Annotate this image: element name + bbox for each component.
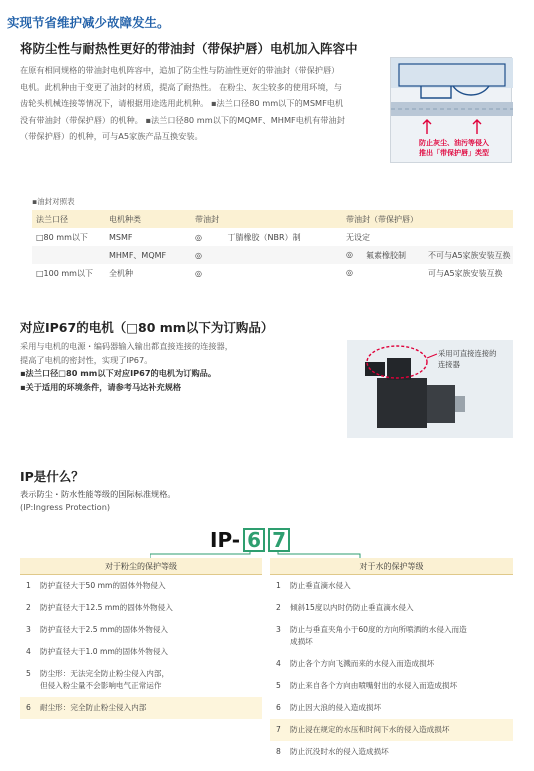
table-cell: 无设定 [346,232,370,242]
table-header-cell: 电机种类 [109,214,141,224]
table-caption: ▪油封对照表 [32,197,75,206]
water-protection-table [270,558,513,763]
table-cell-mark: ◎ [195,250,202,260]
dust-desc: 防护直径大于12.5 mm的固体外物侵入 [40,603,173,612]
dust-row-highlighted [20,697,262,719]
dust-level: 3 [26,625,31,634]
water-row [270,675,513,697]
ip-rating-badge [210,528,290,552]
oil-seal-table [32,210,513,282]
section1-body [20,62,380,145]
table-cell-note: 不可与A5家族安装互换 [428,250,511,260]
table-cell [195,251,346,260]
table-cell [195,269,346,278]
table-cell-material: 氟素橡胶制 [366,250,406,260]
water-level: 7 [276,725,281,734]
oil-seal-caption [411,138,497,158]
dust-row [20,597,262,619]
table-cell: □100 mm以下 [36,268,93,278]
dust-level: 1 [26,581,31,590]
dust-row [20,663,262,697]
table-cell-mark: ◎ [195,232,202,242]
dust-row [20,619,262,641]
water-level: 1 [276,581,281,590]
section1-title: 将防尘性与耐热性更好的带油封（带保护唇）电机加入阵容中 [20,41,358,56]
oil-seal-figure [390,57,512,163]
motor-caption: 采用可直接连接的 连接器 [438,349,497,369]
table-cell-mark: ◎ [346,249,353,259]
table-cell: 全机种 [109,268,133,278]
dust-desc: 防护直径大于1.0 mm的固体外物侵入 [40,647,169,656]
section3-desc-en: (IP:Ingress Protection) [20,502,111,512]
table-header-cell: 带油封（带保护唇） [346,214,418,224]
dust-level: 2 [26,603,31,612]
table-cell-material: 丁腈橡胶（NBR）制 [227,232,301,242]
water-level: 6 [276,703,281,712]
water-desc: 防止沉没时水的侵入造成损坏 [290,747,389,756]
section1-line: 在原有相同规格的带油封电机阵容中，追加了防尘性与防油性更好的带油封（带保护唇） [20,65,340,75]
oil-seal-caption-text: 防止灰尘、油污等侵入 推出「带保护唇」类型 [419,139,489,157]
water-level: 4 [276,659,281,668]
table-cell: MHMF、MQMF [109,250,167,260]
dust-row [20,641,262,663]
water-desc: 防止浸在规定的水压和时间下水的侵入造成损坏 [290,725,450,734]
water-row-highlighted [270,719,513,741]
water-desc: 防止来自各个方向由喷嘴射出的水侵入而造成损坏 [290,681,458,690]
water-table-header: 对于水的保护等级 [270,558,513,575]
water-desc: 防止与垂直夹角小于60度的方向所喷洒的水侵入而造 成损坏 [290,625,467,646]
section3-title: IP是什么？ [20,469,84,484]
table-cell-note: 可与A5家族安装互换 [428,268,503,278]
table-cell: MSMF [109,232,133,242]
water-row [270,575,513,597]
dust-level: 6 [26,703,31,712]
table-cell-mark: ◎ [346,267,353,277]
section3-body [20,488,176,514]
water-desc: 防止垂直滴水侵入 [290,581,351,590]
dust-protection-table [20,558,262,719]
water-level: 2 [276,603,281,612]
table-cell [346,268,513,279]
water-row [270,697,513,719]
table-row [32,246,513,264]
page-top-title: 实现节省维护减少故障发生。 [7,15,170,30]
section2-line: 采用与电机的电源・编码器输入输出都直接连接的连接器， [20,341,233,351]
section2-title: 对应IP67的电机（□80 mm以下为订购品） [20,320,274,335]
ip-badge-digit-dust: 6 [243,528,265,552]
water-row [270,597,513,619]
ip-badge-prefix: IP- [210,528,241,552]
table-row [32,228,513,246]
dust-table-header: 对于粉尘的保护等级 [20,558,262,575]
water-row [270,619,513,653]
water-row [270,653,513,675]
dust-desc: 耐尘形：完全防止粉尘侵入内部 [40,703,147,712]
dust-desc: 防护直径大于50 mm的固体外物侵入 [40,581,166,590]
table-header [32,210,513,228]
section1-line: 电机。此机种由于变更了油封的材质，提高了耐热性。 在粉尘、灰尘较多的使用环境，与 [20,81,342,92]
table-row [32,264,513,282]
water-desc: 倾斜15度以内时仍防止垂直滴水侵入 [290,603,414,612]
section1-line: 齿轮头机械连接等情况下，请根据用途选用此机种。 ▪法兰口径80 mm以下的MSMF电机 [20,98,344,108]
section1-line: （带保护唇）的机种，可与A5家族产品互换安装。 [20,131,203,141]
water-desc: 防止各个方向飞溅而来的水侵入而造成损坏 [290,659,435,668]
dust-level: 4 [26,647,31,656]
dust-desc: 防护直径大于2.5 mm的固体外物侵入 [40,625,169,634]
dust-row [20,575,262,597]
table-cell [346,250,513,261]
water-level: 8 [276,747,281,756]
table-header-cell: 法兰口径 [36,214,68,224]
section1-line: 没有带油封（带保护唇）的机种。 ▪法兰口径80 mm以下的MQMF、MHMF电机有带油封 [20,114,345,125]
table-cell: □80 mm以下 [36,232,88,242]
table-cell-mark: ◎ [195,268,202,278]
section3-desc: 表示防尘・防水性能等级的国际标准规格。 [20,489,176,499]
section2-body [20,340,340,394]
water-level: 5 [276,681,281,690]
section2-line: ▪法兰口径□80 mm以下对应IP67的电机为订购品。 [20,368,217,378]
dust-desc: 防尘形：无法完全防止粉尘侵入内部， 但侵入粉尘量不会影响电气正常运作 [40,669,170,690]
table-cell [195,232,346,243]
ip-badge-digit-water: 7 [268,528,290,552]
water-level: 3 [276,625,281,634]
dust-level: 5 [26,669,31,678]
section2-line: ▪关于适用的环境条件，请参考马达补充规格 [20,381,182,392]
water-desc: 防止因大浪的侵入造成损坏 [290,703,382,712]
water-row [270,741,513,763]
section2-line: 提高了电机的密封性，实现了IP67。 [20,354,153,365]
table-header-cell: 带油封 [195,214,219,224]
